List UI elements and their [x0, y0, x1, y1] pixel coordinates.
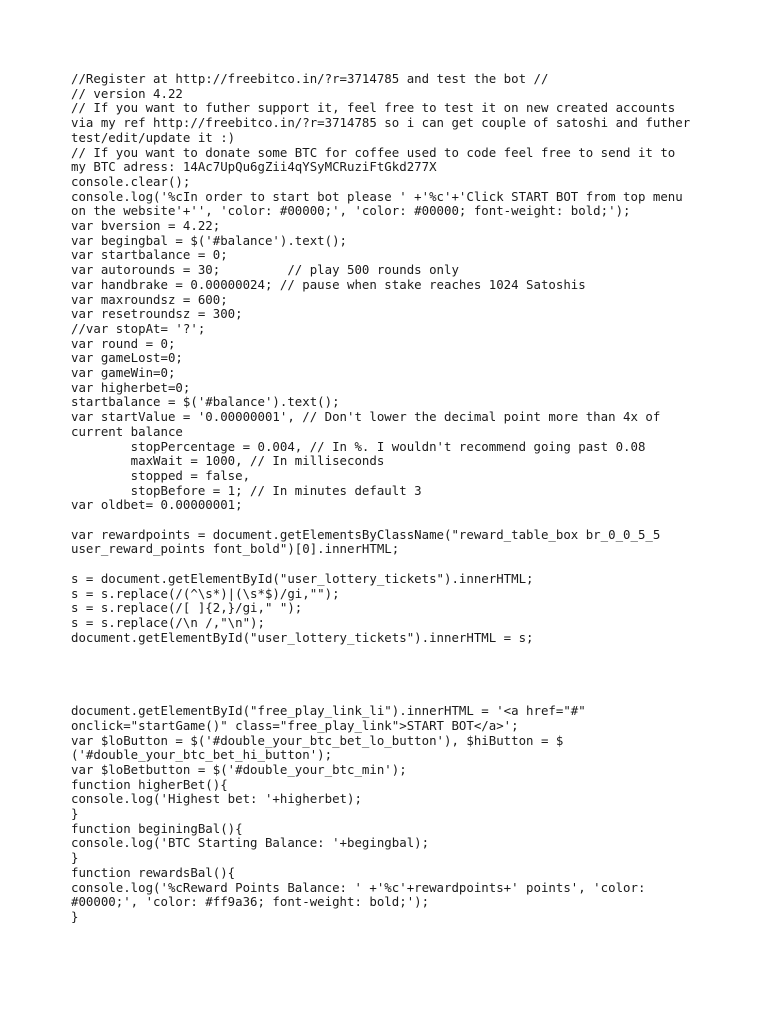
code-line: maxWait = 1000, // In milliseconds [71, 453, 385, 469]
code-line: user_reward_points font_bold")[0].innerHTML; [71, 541, 400, 557]
code-line: document.getElementById("free_play_link_li").innerHTML = '<a href="#" [71, 703, 586, 719]
code-line: } [71, 806, 79, 822]
code-line: var higherbet=0; [71, 379, 191, 395]
code-document [71, 72, 711, 925]
code-line: console.log('BTC Starting Balance: '+begingbal); [71, 835, 430, 851]
code-line: //var stopAt= '?'; [71, 320, 206, 336]
code-line: var startValue = '0.00000001', // Don't lower the decimal point more than 4x of [71, 409, 661, 425]
code-line: #00000;', 'color: #ff9a36; font-weight: bold;'); [71, 894, 430, 910]
code-line: var bversion = 4.22; [71, 218, 221, 234]
code-line: function rewardsBal(){ [71, 864, 236, 880]
code-line: console.log('%cReward Points Balance: ' +'%c'+rewardpoints+' points', 'color: [71, 879, 646, 895]
code-line: s = document.getElementById("user_lottery_tickets").innerHTML; [71, 570, 534, 586]
code-line: var maxroundsz = 600; [71, 291, 228, 307]
code-line [71, 513, 711, 528]
code-line: var $loButton = $('#double_your_btc_bet_lo_button'), $hiButton = $ [71, 732, 564, 748]
code-line: stopPercentage = 0.004, // In %. I wouldn't recommend going past 0.08 [71, 438, 646, 454]
code-line: // version 4.22 [71, 85, 183, 101]
code-line: var gameWin=0; [71, 365, 176, 381]
code-line: var $loBetbutton = $('#double_your_btc_min'); [71, 761, 407, 777]
code-line: console.clear(); [71, 173, 191, 189]
code-line: var rewardpoints = document.getElementsByClassName("reward_table_box br_0_0_5_5 [71, 526, 661, 542]
code-line: my BTC adress: 14Ac7UpQu6gZii4qYSyMCRuziFtGkd277X [71, 159, 437, 175]
code-line [71, 660, 711, 675]
code-line [71, 675, 711, 690]
code-line: startbalance = $('#balance').text(); [71, 394, 340, 410]
code-line: via my ref http://freebitco.in/?r=3714785 so i can get couple of satoshi and futher [71, 115, 691, 131]
code-line: s = s.replace(/(^\s*)|(\s*$)/gi,""); [71, 585, 340, 601]
code-line: var autorounds = 30; // play 500 rounds only [71, 262, 459, 278]
code-line: function higherBet(){ [71, 776, 228, 792]
code-line: onclick="startGame()" class="free_play_link">START BOT</a>'; [71, 717, 519, 733]
code-line: console.log('Highest bet: '+higherbet); [71, 791, 362, 807]
code-line: var handbrake = 0.00000024; // pause when stake reaches 1024 Satoshis [71, 276, 586, 292]
code-line: // If you want to futher support it, feel free to test it on new created accounts [71, 100, 676, 116]
code-line: var oldbet= 0.00000001; [71, 497, 243, 513]
code-line: var startbalance = 0; [71, 247, 228, 263]
code-line: document.getElementById("user_lottery_tickets").innerHTML = s; [71, 629, 534, 645]
code-line: stopped = false, [71, 467, 251, 483]
code-line: function beginingBal(){ [71, 820, 243, 836]
code-line: console.log('%cIn order to start bot please ' +'%c'+'Click START BOT from top menu [71, 188, 683, 204]
code-line: } [71, 850, 79, 866]
code-line [71, 645, 711, 660]
code-line: // If you want to donate some BTC for coffee used to code feel free to send it to [71, 144, 676, 160]
code-line: stopBefore = 1; // In minutes default 3 [71, 482, 422, 498]
code-line: //Register at http://freebitco.in/?r=3714785 and test the bot // [71, 71, 549, 86]
code-line [71, 557, 711, 572]
code-line: s = s.replace(/[ ]{2,}/gi," "); [71, 600, 303, 616]
code-line: test/edit/update it :) [71, 129, 236, 145]
code-line: var gameLost=0; [71, 350, 183, 366]
code-line: var resetroundsz = 300; [71, 306, 243, 322]
code-line: var begingbal = $('#balance').text(); [71, 232, 348, 248]
code-line: ('#double_your_btc_bet_hi_button'); [71, 747, 333, 763]
code-line: on the website'+'', 'color: #00000;', 'color: #00000; font-weight: bold;'); [71, 203, 631, 219]
code-line [71, 689, 711, 704]
code-line: s = s.replace(/\n /,"\n"); [71, 614, 265, 630]
code-line: var round = 0; [71, 335, 176, 351]
code-line: current balance [71, 423, 183, 439]
code-line: } [71, 908, 79, 924]
